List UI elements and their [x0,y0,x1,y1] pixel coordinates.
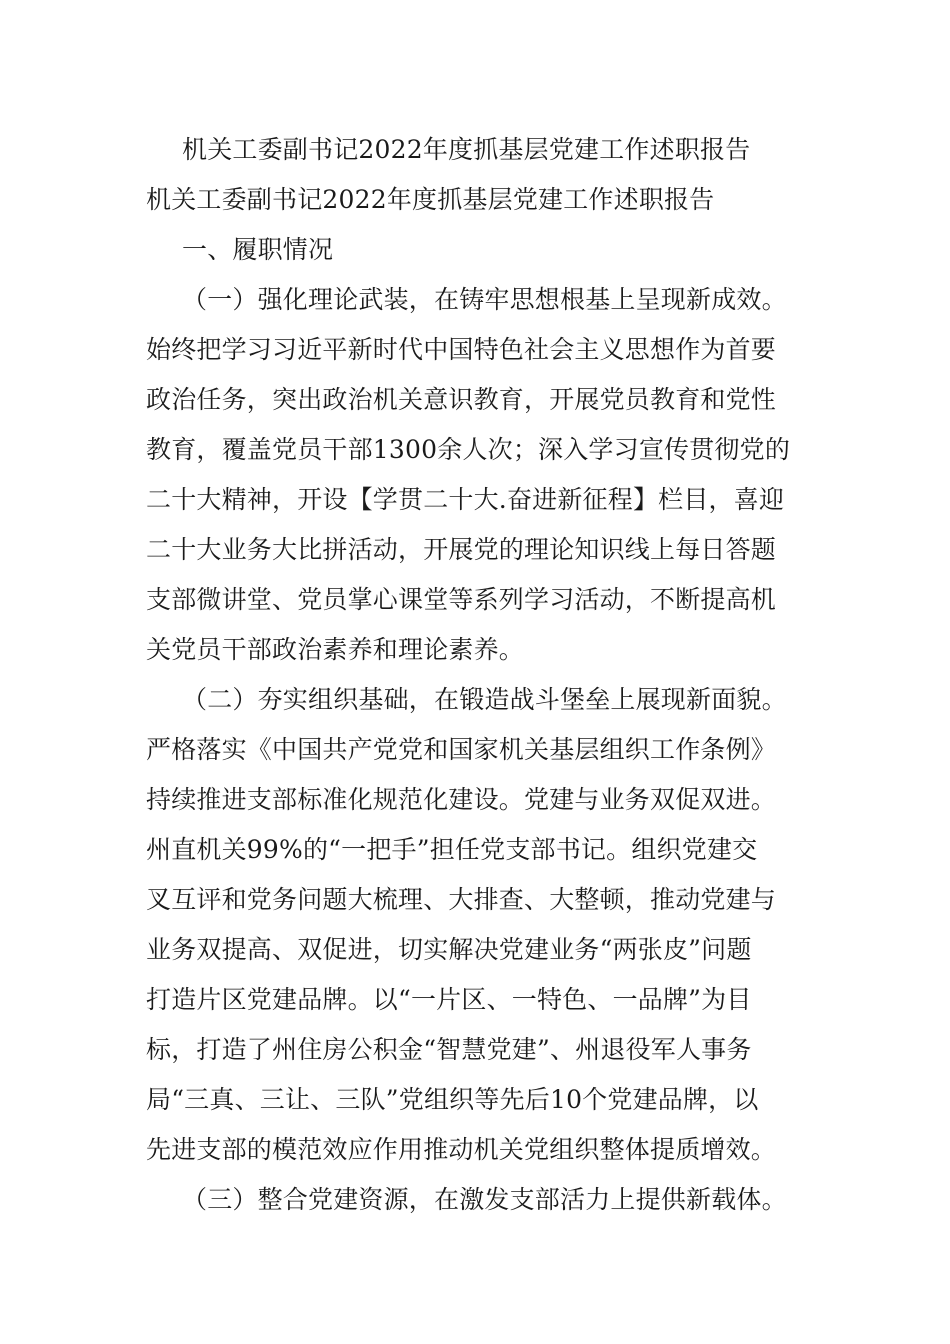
paragraph-line: 局“三真、三让、三队”党组织等先后10个党建品牌，以 [146,1085,759,1114]
document-title: 机关工委副书记2022年度抓基层党建工作述职报告 [182,135,751,164]
paragraph-line: 二十大精神，开设【学贯二十大.奋进新征程】栏目，喜迎 [146,485,785,514]
paragraph-line: 支部微讲堂、党员掌心课堂等系列学习活动，不断提高机 [146,585,777,614]
document-subtitle: 机关工委副书记2022年度抓基层党建工作述职报告 [146,185,715,214]
paragraph-line: 业务双提高、双促进，切实解决党建业务“两张皮”问题 [146,935,752,964]
paragraph-line: （三）整合党建资源，在激发支部活力上提供新载体。 [182,1185,787,1214]
paragraph-line: 政治任务，突出政治机关意识教育，开展党员教育和党性 [146,385,777,414]
paragraph-line: （一）强化理论武装，在铸牢思想根基上呈现新成效。 [182,285,787,314]
paragraph-line: 叉互评和党务问题大梳理、大排查、大整顿，推动党建与 [146,885,777,914]
paragraph-line: 关党员干部政治素养和理论素养。 [146,635,525,664]
paragraph-line: 始终把学习习近平新时代中国特色社会主义思想作为首要 [146,335,777,364]
paragraph-line: 教育，覆盖党员干部1300余人次；深入学习宣传贯彻党的 [146,435,791,464]
paragraph-line: 严格落实《中国共产党党和国家机关基层组织工作条例》 [146,735,777,764]
paragraph-line: 州直机关99%的“一把手”担任党支部书记。组织党建交 [146,835,758,864]
paragraph-line: 先进支部的模范效应作用推动机关党组织整体提质增效。 [146,1135,777,1164]
paragraph-line: 打造片区党建品牌。以“一片区、一特色、一品牌”为目 [146,985,752,1014]
paragraph-line: 二十大业务大比拼活动，开展党的理论知识线上每日答题 [146,535,777,564]
paragraph-line: （二）夯实组织基础，在锻造战斗堡垒上展现新面貌。 [182,685,787,714]
section-heading: 一、履职情况 [182,235,334,264]
paragraph-line: 持续推进支部标准化规范化建设。党建与业务双促双进。 [146,785,777,814]
paragraph-line: 标，打造了州住房公积金“智慧党建”、州退役军人事务 [146,1035,752,1064]
